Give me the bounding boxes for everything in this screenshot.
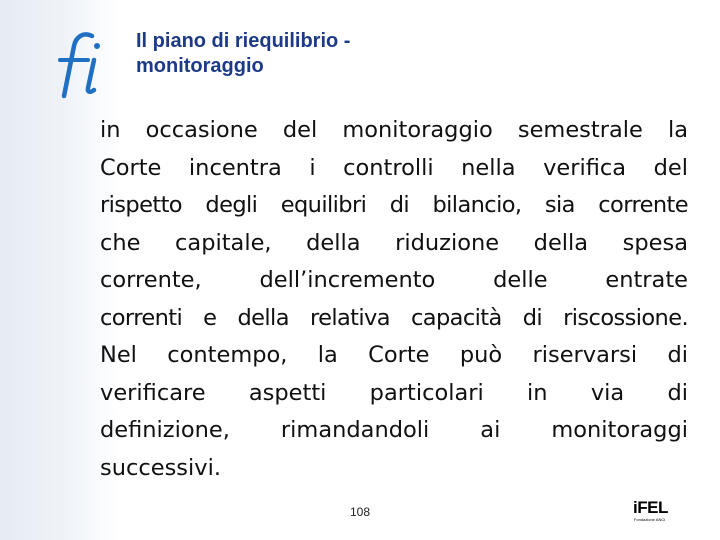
body-paragraph — [100, 112, 688, 487]
body-line: corrente, dell’incremento delle entrate — [100, 267, 688, 293]
ifel-logo-icon — [633, 491, 669, 525]
svg-text:Fondazione ANCI: Fondazione ANCI — [634, 517, 666, 522]
body-line: definizione, rimandandoli ai monitoraggi — [100, 417, 688, 443]
body-line: Nel contempo, la Corte può riservarsi di — [100, 342, 688, 368]
body-line: rispetto degli equilibri di bilancio, sia corrente — [100, 192, 688, 218]
page-number: 108 — [349, 505, 371, 519]
body-line: che capitale, della riduzione della spesa — [100, 229, 688, 256]
body-line: correnti e della relativa capacità di riscossione. — [100, 304, 688, 331]
fi-logo-icon — [48, 30, 108, 102]
body-line: verificare aspetti particolari in via di — [100, 379, 688, 406]
body-line: successivi. — [100, 454, 221, 481]
svg-text:iFEL: iFEL — [633, 498, 668, 517]
slide-title: Il piano di riequilibrio - monitoraggio — [136, 30, 351, 77]
body-line: Corte incentra i controlli nella verifica del — [100, 154, 688, 181]
body-line: in occasione del monitoraggio semestrale la — [100, 117, 688, 143]
